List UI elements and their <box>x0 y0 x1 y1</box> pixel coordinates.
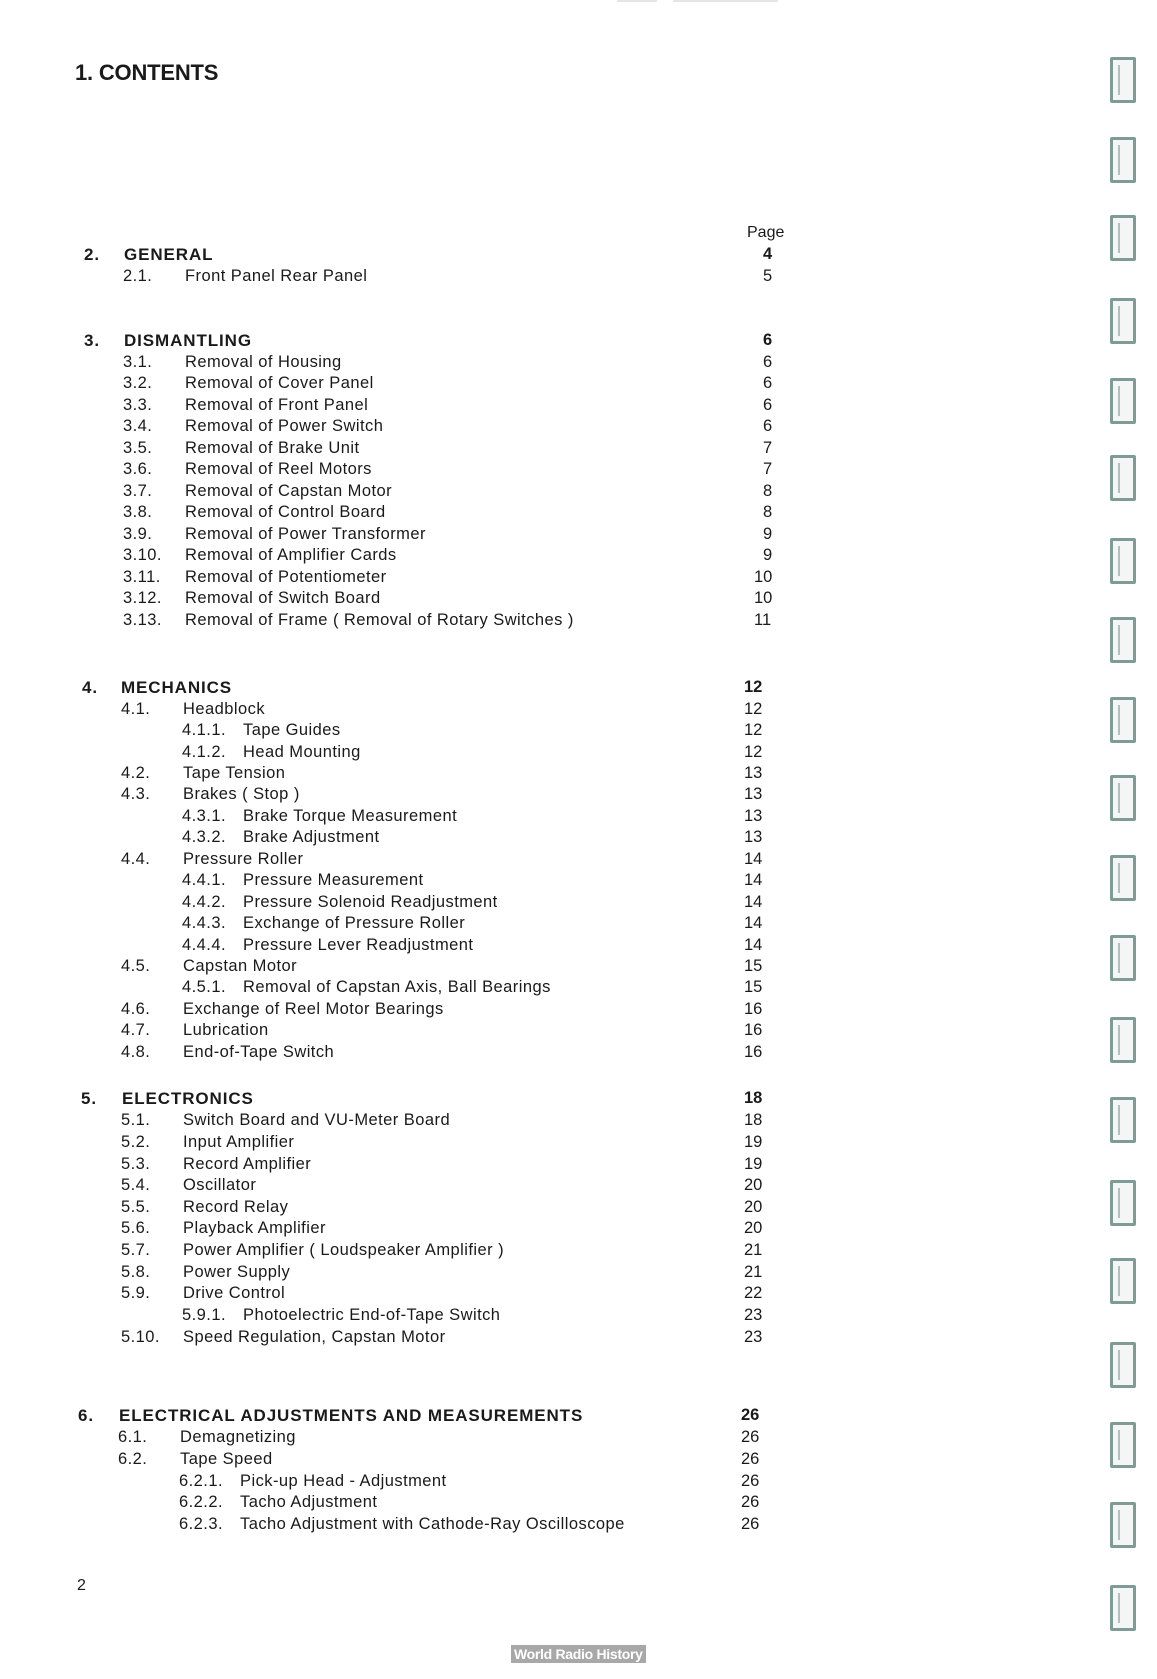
toc-item <box>121 851 761 871</box>
toc-title: Removal of Power Switch <box>185 417 384 435</box>
toc-page-number: 8 <box>763 503 773 521</box>
toc-item <box>118 1451 758 1471</box>
toc-number: 4.1.1. <box>182 721 226 739</box>
toc-page-number: 10 <box>754 589 773 607</box>
toc-number: 6.1. <box>118 1428 148 1446</box>
toc-title: Head Mounting <box>243 743 361 761</box>
toc-number: 5.9. <box>121 1284 151 1302</box>
toc-page-number: 11 <box>754 611 772 629</box>
toc-title: ELECTRONICS <box>122 1089 254 1108</box>
toc-item <box>121 1177 761 1197</box>
toc-number: 5.7. <box>121 1241 151 1259</box>
toc-item <box>121 1329 761 1349</box>
toc-page-number: 16 <box>744 1021 763 1039</box>
toc-page-number: 6 <box>763 396 773 414</box>
toc-title: Switch Board and VU-Meter Board <box>183 1111 451 1129</box>
toc-item <box>182 915 822 935</box>
toc-item <box>121 1285 761 1305</box>
toc-page-number: 23 <box>744 1306 763 1324</box>
toc-title: Removal of Control Board <box>185 503 386 521</box>
toc-page-number: 13 <box>744 785 763 803</box>
toc-number: 4.4.3. <box>182 914 226 932</box>
toc-number: 3.12. <box>123 589 162 607</box>
toc-title: Removal of Capstan Motor <box>185 482 393 500</box>
index-tab <box>1110 1342 1136 1388</box>
toc-number: 3.2. <box>123 374 153 392</box>
toc-page-number: 19 <box>744 1155 763 1173</box>
toc-title: Removal of Reel Motors <box>185 460 372 478</box>
toc-item <box>123 612 763 632</box>
toc-title: ELECTRICAL ADJUSTMENTS AND MEASUREMENTS <box>119 1406 584 1425</box>
toc-page-number: 14 <box>744 936 763 954</box>
toc-page-number: 13 <box>744 764 763 782</box>
toc-number: 5.3. <box>121 1155 151 1173</box>
index-tab <box>1110 1258 1136 1304</box>
index-tab <box>1110 935 1136 981</box>
toc-section <box>84 246 724 266</box>
toc-page-number: 21 <box>744 1241 763 1259</box>
index-tab <box>1110 697 1136 743</box>
toc-page-number: 26 <box>741 1428 760 1446</box>
toc-item <box>123 461 763 481</box>
toc-title: Drive Control <box>183 1284 286 1302</box>
toc-title: Removal of Housing <box>185 353 342 371</box>
toc-number: 4.3.1. <box>182 807 226 825</box>
toc-item <box>121 701 761 721</box>
toc-title: GENERAL <box>124 245 214 264</box>
toc-page-number: 26 <box>741 1515 760 1533</box>
toc-item <box>121 1112 761 1132</box>
toc-number: 2. <box>84 245 100 264</box>
toc-title: Removal of Capstan Axis, Ball Bearings <box>243 978 551 996</box>
toc-page-number: 21 <box>744 1263 763 1281</box>
toc-title: Exchange of Pressure Roller <box>243 914 466 932</box>
toc-item <box>182 1307 822 1327</box>
toc-title: Tacho Adjustment with Cathode-Ray Oscilloscope <box>240 1515 625 1533</box>
toc-title: Pressure Solenoid Readjustment <box>243 893 498 911</box>
toc-number: 3. <box>84 331 100 350</box>
watermark: World Radio History <box>511 1645 646 1663</box>
toc-title: Brakes ( Stop ) <box>183 785 300 803</box>
toc-number: 5.1. <box>121 1111 151 1129</box>
toc-item <box>182 894 822 914</box>
toc-section <box>84 332 724 352</box>
toc-item <box>121 1242 761 1262</box>
index-tab <box>1110 1097 1136 1143</box>
toc-number: 4.8. <box>121 1043 151 1061</box>
toc-page-number: 15 <box>744 957 763 975</box>
toc-title: Removal of Cover Panel <box>185 374 374 392</box>
toc-page-number: 26 <box>741 1493 760 1511</box>
toc-item <box>182 872 822 892</box>
toc-title: Lubrication <box>183 1021 269 1039</box>
toc-page-number: 6 <box>763 353 773 371</box>
toc-item <box>182 744 822 764</box>
top-rule-left <box>617 0 657 2</box>
toc-item <box>182 808 822 828</box>
toc-page-number: 8 <box>763 482 773 500</box>
toc-page-number: 16 <box>744 1000 763 1018</box>
toc-title: Brake Adjustment <box>243 828 380 846</box>
toc-title: Power Supply <box>183 1263 291 1281</box>
toc-number: 6.2.2. <box>179 1493 223 1511</box>
index-tab <box>1110 1502 1136 1548</box>
toc-item <box>118 1429 758 1449</box>
toc-page-number: 6 <box>763 374 773 392</box>
toc-item <box>123 397 763 417</box>
toc-item <box>123 440 763 460</box>
toc-page-number: 9 <box>763 525 773 543</box>
toc-number: 5.5. <box>121 1198 151 1216</box>
toc-page-number: 13 <box>744 828 763 846</box>
top-rule-right <box>673 0 778 2</box>
toc-title: Pick-up Head - Adjustment <box>240 1472 447 1490</box>
toc-title: End-of-Tape Switch <box>183 1043 335 1061</box>
toc-title: Removal of Brake Unit <box>185 439 360 457</box>
toc-item <box>123 268 763 288</box>
toc-item <box>179 1473 819 1493</box>
toc-number: 3.3. <box>123 396 153 414</box>
toc-title: Removal of Frame ( Removal of Rotary Switches ) <box>185 611 574 629</box>
toc-title: Input Amplifier <box>183 1133 295 1151</box>
toc-number: 4.1.2. <box>182 743 226 761</box>
index-tab <box>1110 57 1136 103</box>
toc-item <box>121 1001 761 1021</box>
toc-number: 4.4.4. <box>182 936 226 954</box>
toc-page-number: 12 <box>744 678 763 696</box>
toc-title: Speed Regulation, Capstan Motor <box>183 1328 446 1346</box>
toc-number: 4.2. <box>121 764 151 782</box>
toc-page-number: 16 <box>744 1043 763 1061</box>
toc-page-number: 7 <box>763 460 773 478</box>
index-tab <box>1110 1422 1136 1468</box>
toc-item <box>179 1516 819 1536</box>
index-tab <box>1110 538 1136 584</box>
toc-title: Brake Torque Measurement <box>243 807 458 825</box>
toc-number: 4.4.2. <box>182 893 226 911</box>
toc-item <box>179 1494 819 1514</box>
toc-page-number: 13 <box>744 807 763 825</box>
toc-number: 4.3. <box>121 785 151 803</box>
toc-number: 4.5. <box>121 957 151 975</box>
index-tab <box>1110 617 1136 663</box>
toc-title: Exchange of Reel Motor Bearings <box>183 1000 444 1018</box>
toc-number: 4.7. <box>121 1021 151 1039</box>
toc-item <box>123 547 763 567</box>
toc-page-number: 6 <box>763 331 773 349</box>
toc-title: Removal of Potentiometer <box>185 568 387 586</box>
toc-title: Playback Amplifier <box>183 1219 326 1237</box>
index-tab <box>1110 1180 1136 1226</box>
toc-page-number: 9 <box>763 546 773 564</box>
toc-number: 3.10. <box>123 546 162 564</box>
toc-page-number: 20 <box>744 1219 763 1237</box>
toc-page-number: 10 <box>754 568 773 586</box>
toc-number: 4.6. <box>121 1000 151 1018</box>
toc-page-number: 12 <box>744 743 763 761</box>
toc-title: Removal of Amplifier Cards <box>185 546 397 564</box>
toc-item <box>121 958 761 978</box>
toc-number: 4.5.1. <box>182 978 226 996</box>
toc-number: 3.4. <box>123 417 153 435</box>
toc-page-number: 5 <box>763 267 773 285</box>
toc-title: Record Relay <box>183 1198 289 1216</box>
toc-title: Pressure Roller <box>183 850 304 868</box>
toc-title: Tape Guides <box>243 721 341 739</box>
toc-item <box>123 504 763 524</box>
toc-item <box>121 765 761 785</box>
toc-page-number: 18 <box>744 1111 763 1129</box>
toc-number: 4.3.2. <box>182 828 226 846</box>
toc-page-number: 20 <box>744 1198 763 1216</box>
toc-page-number: 19 <box>744 1133 763 1151</box>
toc-item <box>182 829 822 849</box>
toc-item <box>182 722 822 742</box>
toc-item <box>182 937 822 957</box>
toc-number: 4.4. <box>121 850 151 868</box>
toc-number: 3.1. <box>123 353 153 371</box>
toc-item <box>121 786 761 806</box>
index-tab <box>1110 215 1136 261</box>
toc-page-number: 7 <box>763 439 773 457</box>
toc-number: 4.1. <box>121 700 151 718</box>
toc-page-number: 14 <box>744 871 763 889</box>
toc-page-number: 26 <box>741 1450 760 1468</box>
toc-number: 2.1. <box>123 267 153 285</box>
toc-title: Capstan Motor <box>183 957 298 975</box>
index-tab <box>1110 1017 1136 1063</box>
toc-title: Removal of Switch Board <box>185 589 381 607</box>
page-number: 2 <box>77 1577 86 1594</box>
index-tab <box>1110 455 1136 501</box>
toc-title: Removal of Front Panel <box>185 396 369 414</box>
toc-item <box>123 590 763 610</box>
toc-number: 6.2. <box>118 1450 148 1468</box>
index-tab <box>1110 775 1136 821</box>
toc-title: Tape Speed <box>180 1450 273 1468</box>
toc-page-number: 20 <box>744 1176 763 1194</box>
toc-number: 4.4.1. <box>182 871 226 889</box>
toc-number: 3.5. <box>123 439 153 457</box>
toc-page-number: 12 <box>744 721 763 739</box>
toc-number: 5. <box>81 1089 97 1108</box>
toc-item <box>121 1220 761 1240</box>
toc-number: 5.9.1. <box>182 1306 226 1324</box>
toc-item <box>121 1022 761 1042</box>
toc-page-number: 23 <box>744 1328 763 1346</box>
page-title: 1. CONTENTS <box>75 60 219 85</box>
toc-section <box>78 1407 718 1427</box>
toc-item <box>121 1134 761 1154</box>
index-tab <box>1110 378 1136 424</box>
toc-page-number: 26 <box>741 1472 760 1490</box>
toc-item <box>182 979 822 999</box>
toc-title: Front Panel Rear Panel <box>185 267 368 285</box>
toc-page-number: 14 <box>744 914 763 932</box>
toc-page-number: 4 <box>763 245 773 263</box>
toc-item <box>123 569 763 589</box>
toc-title: Record Amplifier <box>183 1155 312 1173</box>
toc-number: 3.9. <box>123 525 153 543</box>
toc-number: 3.13. <box>123 611 162 629</box>
index-tab <box>1110 1585 1136 1631</box>
toc-title: Photoelectric End-of-Tape Switch <box>243 1306 501 1324</box>
toc-page-number: 14 <box>744 893 763 911</box>
toc-number: 6.2.3. <box>179 1515 223 1533</box>
toc-item <box>121 1264 761 1284</box>
index-tab <box>1110 137 1136 183</box>
toc-item <box>123 418 763 438</box>
toc-number: 5.10. <box>121 1328 160 1346</box>
toc-number: 6.2.1. <box>179 1472 223 1490</box>
toc-number: 3.11. <box>123 568 161 586</box>
toc-item <box>121 1199 761 1219</box>
toc-title: Removal of Power Transformer <box>185 525 426 543</box>
toc-title: Headblock <box>183 700 266 718</box>
toc-title: Power Amplifier ( Loudspeaker Amplifier ) <box>183 1241 505 1259</box>
toc-title: Pressure Measurement <box>243 871 424 889</box>
toc-page-number: 22 <box>744 1284 763 1302</box>
toc-number: 6. <box>78 1406 94 1425</box>
page-column-header: Page <box>747 224 785 241</box>
toc-title: DISMANTLING <box>124 331 252 350</box>
toc-number: 5.4. <box>121 1176 151 1194</box>
toc-item <box>121 1156 761 1176</box>
toc-page-number: 26 <box>741 1406 760 1424</box>
toc-item <box>123 526 763 546</box>
toc-item <box>121 1044 761 1064</box>
toc-page-number: 14 <box>744 850 763 868</box>
toc-item <box>123 375 763 395</box>
toc-page-number: 6 <box>763 417 773 435</box>
toc-title: Pressure Lever Readjustment <box>243 936 474 954</box>
toc-title: Tacho Adjustment <box>240 1493 378 1511</box>
toc-title: Tape Tension <box>183 764 286 782</box>
toc-title: Demagnetizing <box>180 1428 296 1446</box>
toc-number: 5.8. <box>121 1263 151 1281</box>
toc-number: 3.6. <box>123 460 153 478</box>
toc-section <box>82 679 722 699</box>
toc-number: 5.6. <box>121 1219 151 1237</box>
toc-title: Oscillator <box>183 1176 257 1194</box>
toc-section <box>81 1090 721 1110</box>
toc-item <box>123 354 763 374</box>
toc-page-number: 12 <box>744 700 763 718</box>
toc-item <box>123 483 763 503</box>
toc-number: 3.8. <box>123 503 153 521</box>
toc-number: 4. <box>82 678 98 697</box>
toc-page-number: 18 <box>744 1089 763 1107</box>
index-tab <box>1110 298 1136 344</box>
toc-number: 3.7. <box>123 482 153 500</box>
toc-title: MECHANICS <box>121 678 233 697</box>
index-tab <box>1110 855 1136 901</box>
toc-number: 5.2. <box>121 1133 151 1151</box>
toc-page-number: 15 <box>744 978 763 996</box>
